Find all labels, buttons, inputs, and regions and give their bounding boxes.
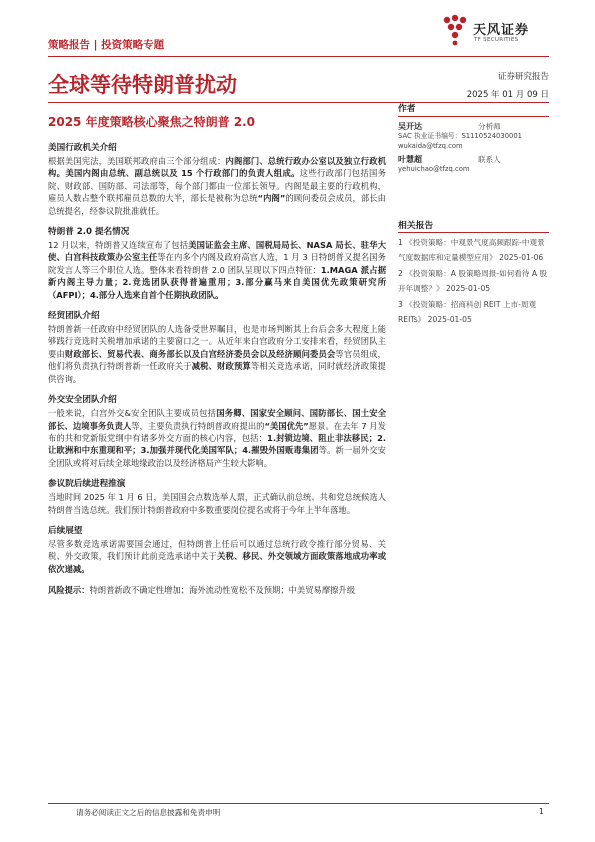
body-section <box>48 226 386 301</box>
section-paragraph <box>48 407 386 469</box>
footer-disclaimer: 请务必阅读正文之后的信息披露和免责申明 <box>76 808 221 817</box>
section-heading: 美国行政机关介绍 <box>48 143 117 153</box>
related-reports-list <box>398 236 549 330</box>
section-heading: 外交安全团队介绍 <box>48 395 117 406</box>
body-section <box>48 142 386 217</box>
related-report-link[interactable]: 2 《投资策略：A 股策略周报-如何看待 A 股开年调整？》 2025-01-05 <box>398 269 548 293</box>
analyst-card <box>398 154 549 176</box>
body-text: 等相关竞选承诺，同时就经济政策提供咨询。 <box>48 361 386 384</box>
analyst-email[interactable]: yehuichao@tfzq.com <box>398 165 470 173</box>
analyst-role: 分析师 <box>478 122 501 131</box>
analyst-name: 吴开达 <box>398 122 422 131</box>
section-paragraph <box>48 584 386 596</box>
body-text: 等在内多个内阁及政府高官人选，1 月 3 日特朗普又提名国务院发言人等三个职位人选。整体来看特朗普 2.0 团队呈现以下四点特征： <box>48 252 386 275</box>
title-divider <box>48 102 549 103</box>
emphasis-text: 财政部长、贸易代表、商务部长以及白宫经济委员会以及经济顾问委员会 <box>64 348 336 359</box>
body-text: 等，主要负责执行特朗普政府提出的 <box>131 420 265 431</box>
header-divider <box>48 56 549 57</box>
body-section <box>48 584 386 596</box>
body-text: 特朗普新一任政府中经贸团队的人选备受世界瞩目，也是市场判断其上台后会多大程度上能够践行竞选时关税增加承诺的主要窗口之一。从近年来白宫政府分工安排来看，经贸团队主要由 <box>48 324 386 359</box>
related-reports-heading: 相关报告 <box>398 221 434 231</box>
body-text: 根据美国宪法，美国联邦政府由三个部分组成： <box>48 156 226 166</box>
related-divider <box>398 232 549 233</box>
body-text: 12 月以来，特朗普又连续宣布了包括 <box>48 240 189 251</box>
body-text: 这些行政部门包括国务院、财政部、国防部、司法部等，每个部门都由一位部长领导。内阁是最主要的行政机构，雇员人数占整个联邦雇员总数的大半，部长是被称为总统 <box>48 168 386 204</box>
body-text: 等。新一届外交安全团队或将对后续全球地缘政治以及经济格局产生较大影响。 <box>48 445 386 468</box>
emphasis-text: “美国优先” <box>264 420 309 431</box>
body-text: 的顾问委员会成员，部长由总统提名，经参议院批准就任。 <box>48 193 386 216</box>
body-text: 一般来说，白宫外交&安全团队主要成员包括 <box>48 408 217 419</box>
page-title: 全球等待特朗普扰动 <box>48 73 237 97</box>
related-report-link[interactable]: 3 《投资策略：招商科创 REIT 上市-周观 REITs》 2025-01-05 <box>398 300 537 324</box>
report-type: 证券研究报告 <box>497 72 549 82</box>
main-body <box>48 142 386 606</box>
report-date: 2025 年 01 月 09 日 <box>466 90 549 100</box>
emphasis-text: 美国证监会主席、国税局局长、NASA 局长、驻华大使、白宫科技政策办公室主任 <box>48 240 387 263</box>
section-paragraph <box>48 239 386 301</box>
body-text: 特朗普新政不确定性增加；海外流动性宽松不及预期；中美贸易摩擦升级 <box>89 585 356 596</box>
analyst-card <box>398 121 549 153</box>
authors-divider <box>398 116 549 117</box>
page-subtitle: 2025 年度策略核心聚焦之特朗普 2.0 <box>48 115 256 129</box>
body-text: 愿景。在去年 7 月发布的共和党新版党纲中有诸多外交方面的核心内容，包括： <box>48 420 386 443</box>
emphasis-text: 1.MAGA 派占据新内阁主导力量；2.竞选团队获得普遍重用；3.部分赢马来自美国优先政策研究所（AFPI）；4.部分人选来自首个任期执政团队。 <box>48 264 386 300</box>
section-heading: 特朗普 2.0 提名情况 <box>48 227 130 238</box>
section-heading: 后续展望 <box>48 525 83 536</box>
emphasis-text: 国务卿、国家安全顾问、国防部长、国土安全部长、边境事务负责人 <box>48 408 386 431</box>
page-number: 1 <box>539 807 544 816</box>
body-section <box>48 525 386 575</box>
report-category: 策略报告 | 投资策略专题 <box>48 39 165 51</box>
section-heading: 参议院后续进程推演 <box>48 479 126 490</box>
body-section <box>48 310 386 385</box>
section-heading: 经贸团队介绍 <box>48 311 100 322</box>
analyst-name: 叶慧超 <box>398 155 422 164</box>
analyst-role: 联系人 <box>478 155 501 164</box>
body-section <box>48 478 386 516</box>
body-text: 等官员组成，他们将负责执行特朗普新一任政府关于 <box>48 348 386 372</box>
section-paragraph <box>48 538 386 575</box>
body-section <box>48 394 386 469</box>
authors-heading: 作者 <box>398 104 416 114</box>
logo-mark-icon <box>440 14 470 46</box>
emphasis-text: 内阁部门、总统行政办公室以及独立行政机构。美国内阁由总统、副总统以及 15 个行政部门的负责人组成。 <box>48 156 386 179</box>
emphasis-text: “内阁” <box>257 193 286 204</box>
emphasis-text: 减税、财政预算 <box>191 361 251 372</box>
section-paragraph <box>48 323 386 385</box>
section-paragraph <box>48 155 386 217</box>
section-paragraph <box>48 491 386 516</box>
body-text: 当地时间 2025 年 1 月 6 日，美国国会点数选举人票，正式确认前总统、共和党总统候选人特朗普当选总统。我们预计特朗普政府中多数重要岗位提名或将于今年上半年落地。 <box>48 492 386 515</box>
emphasis-text: 关税、移民、外交领域方面政策落地成功率或依次递减。 <box>48 551 386 574</box>
tf-securities-logo <box>440 14 550 48</box>
brand-name-en: TF SECURITIES <box>474 37 519 43</box>
analyst-sac-number: SAC 执业证书编号：S1110524030001 <box>398 132 522 140</box>
analyst-email[interactable]: wukaida@tfzq.com <box>398 142 463 150</box>
emphasis-text: 1.封锁边境、阻止非法移民；2. 让欧洲和中东重现和平；3.加强并现代化美国军队；4.摧毁外国贩毒集团 <box>48 432 386 456</box>
related-report-link[interactable]: 1 《投资策略：中观景气度高频跟踪-中观景气度数据库和定量模型应用》 2025-01-06 <box>398 238 545 262</box>
footer-divider <box>48 803 549 804</box>
body-text: 尽管多数竞选承诺需要国会通过，但特朗普上任后可以通过总统行政令推行部分贸易、关税、外交政策，我们预计此前竞选承诺中关于 <box>48 538 386 562</box>
brand-name-cn: 天风证券 <box>473 23 530 38</box>
emphasis-text: 风险提示： <box>48 585 90 596</box>
